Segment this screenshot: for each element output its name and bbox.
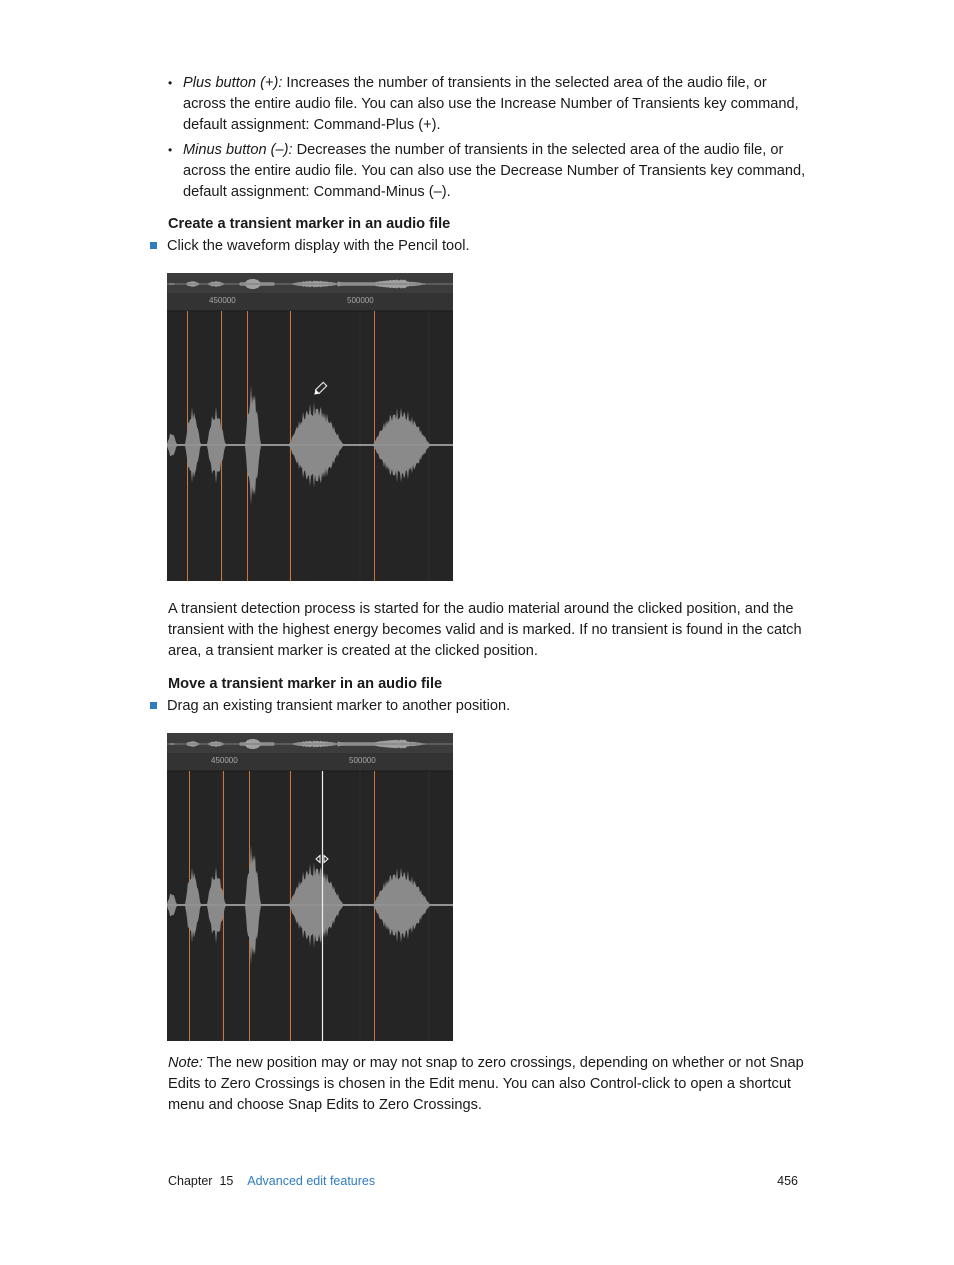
note-label: Note:: [168, 1055, 203, 1071]
bullet-dot: •: [168, 76, 173, 90]
bullet-text: [183, 73, 808, 136]
bullet-description: Decreases the number of transients in the selected area of the audio file, or across the entire audio file. You can also use the Decrease Number of Transients key command, default assignment: Command-Minus (–).: [183, 142, 806, 200]
paragraph-transient-detection: A transient detection process is started for the audio material around the clicked position, and the transient with the highest energy becomes valid and is marked. If no transient is found in the catch area, a transient marker is created at the clicked position.: [168, 601, 802, 659]
bullet-text: [183, 140, 808, 203]
section-heading-move: Move a transient marker in an audio file: [168, 676, 443, 692]
bullet-term: Minus button (–):: [183, 142, 293, 158]
ruler-label-450000: 450000: [209, 296, 236, 305]
bullet-term: Plus button (+):: [183, 75, 283, 91]
footer-chapter-number: 15: [219, 1174, 234, 1188]
ruler-label-500000: 500000: [347, 296, 374, 305]
footer-chapter-link[interactable]: Advanced edit features: [247, 1174, 376, 1188]
waveform-display: [167, 273, 453, 581]
ruler-label-450000: 450000: [211, 756, 238, 765]
note-text: The new position may or may not snap to zero crossings, depending on whether or not Snap Edits to Zero Crossings is chosen in the Edit menu. You can also Control-click to open a shortcut menu and choose Snap Edits to Zero Crossings.: [168, 1055, 804, 1113]
main-waveform: [167, 385, 453, 505]
page-number: 456: [777, 1174, 798, 1188]
waveform-display: [167, 733, 453, 1041]
bullet-description: Increases the number of transients in the selected area of the audio file, or across the entire audio file. You can also use the Increase Number of Transients key command, default assignment: Command-Plus (+).: [183, 75, 799, 133]
waveform-figure-create: [167, 273, 453, 581]
task-text: Click the waveform display with the Pencil tool.: [167, 238, 470, 254]
section-heading-create: Create a transient marker in an audio file: [168, 216, 451, 232]
waveform-figure-move: [167, 733, 453, 1041]
footer-chapter: [168, 1173, 375, 1189]
ruler: [167, 753, 453, 771]
footer-chapter-label: Chapter: [168, 1174, 213, 1188]
main-waveform: [167, 845, 453, 965]
task-text: Drag an existing transient marker to another position.: [167, 698, 511, 714]
bullet-dot: •: [168, 143, 173, 157]
ruler-label-500000: 500000: [349, 756, 376, 765]
task-square-icon: [150, 242, 157, 249]
task-square-icon: [150, 702, 157, 709]
pencil-icon: [313, 382, 327, 396]
note-paragraph: [168, 1053, 808, 1116]
